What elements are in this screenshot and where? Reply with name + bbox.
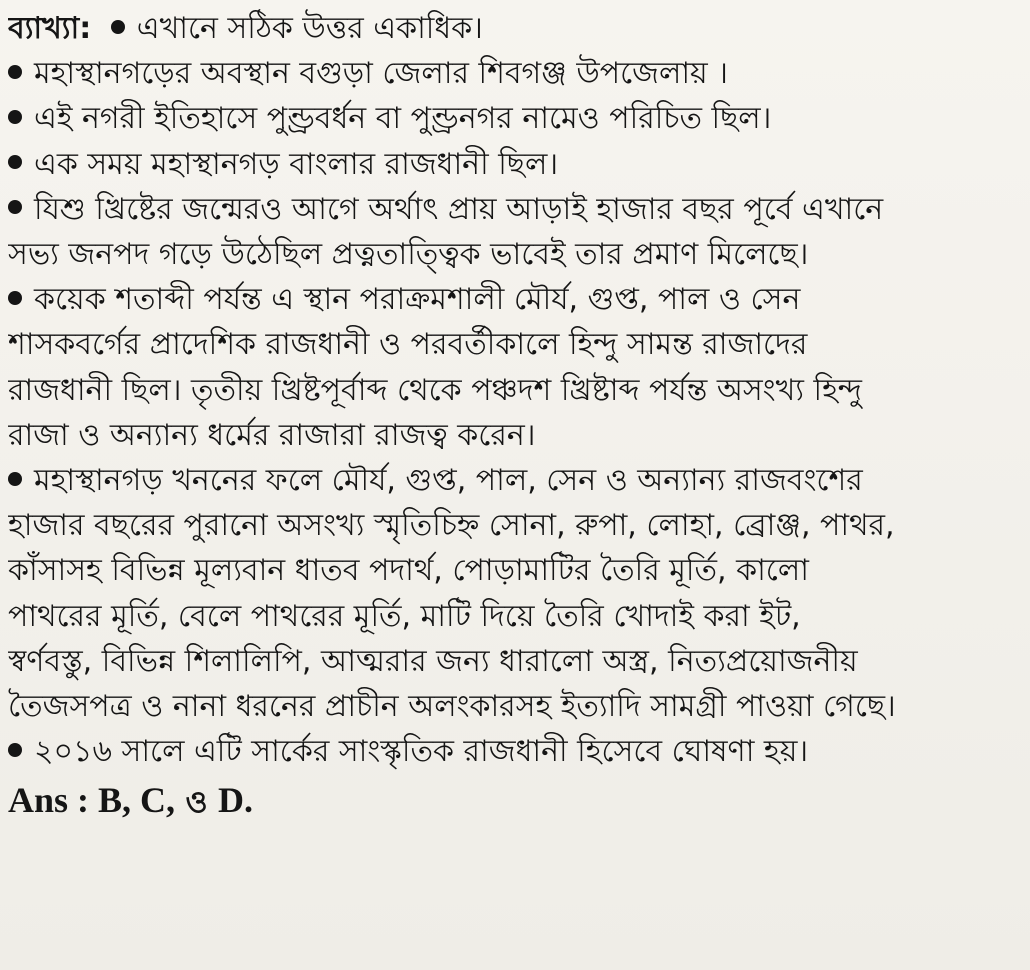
list-item-text: স্বর্ণবস্তু, বিভিন্ন শিলালিপি, আত্মরার জন্য ধারালো অস্ত্র, নিত্যপ্রয়োজনীয় [8, 643, 858, 679]
list-item [8, 51, 1018, 96]
bullet-icon [8, 110, 22, 124]
list-item-text: রাজধানী ছিল। তৃতীয় খ্রিষ্টপূর্বাব্দ থেকে পঞ্চদশ খ্রিষ্টাব্দ পর্যন্ত অসংখ্য হিন্দু [8, 372, 862, 408]
bullet-icon [8, 291, 22, 305]
list-item [8, 142, 1018, 187]
list-item [8, 187, 1018, 232]
list-item-continuation [8, 684, 1018, 729]
list-item-continuation [8, 639, 1018, 684]
list-item-continuation [8, 503, 1018, 548]
list-item-text: সভ্য জনপদ গড়ে উঠেছিল প্রত্নতাত্ত্বিক ভাবেই তার প্রমাণ মিলেছে। [8, 237, 809, 273]
answer-choices: B, C, [98, 780, 176, 821]
list-item-continuation [8, 322, 1018, 367]
list-item-text: পাথরের মূর্তি, বেলে পাথরের মূর্তি, মাটি দিয়ে তৈরি খোদাই করা ইট, [8, 598, 801, 634]
answer-conjunction: ও [175, 785, 219, 821]
list-item-text: যিশু খ্রিষ্টের জন্মেরও আগে অর্থাৎ প্রায় আড়াই হাজার বছর পূর্বে এখানে [34, 191, 884, 227]
list-item [8, 458, 1018, 503]
list-item-text: হাজার বছরের পুরানো অসংখ্য স্মৃতিচিহ্ন সোনা, রুপা, লোহা, ব্রোঞ্জ, পাথর, [8, 508, 895, 544]
bullet-icon [8, 155, 22, 169]
list-item-text: কাঁসাসহ বিভিন্ন মূল্যবান ধাতব পদার্থ, পোড়ামাটির তৈরি মূর্তি, কালো [8, 553, 809, 589]
bullet-icon [8, 65, 22, 79]
explanation-intro: এখানে সঠিক উত্তর একাধিক। [136, 11, 483, 46]
list-item-continuation [8, 413, 1018, 458]
explanation-label: ব্যাখ্যা: [8, 11, 92, 46]
list-item-text: এই নগরী ইতিহাসে পুণ্ড্রবর্ধন বা পুণ্ড্রনগর নামেও পরিচিত ছিল। [34, 101, 772, 137]
list-item [8, 96, 1018, 141]
list-item [8, 729, 1018, 774]
bullet-icon [111, 20, 125, 34]
bullet-icon [8, 200, 22, 214]
list-item-text: এক সময় মহাস্থানগড় বাংলার রাজধানী ছিল। [34, 146, 559, 182]
list-item-continuation [8, 548, 1018, 593]
list-item-text: ২০১৬ সালে এটি সার্কের সাংস্কৃতিক রাজধানী হিসেবে ঘোষণা হয়। [34, 734, 809, 770]
list-item-text: মহাস্থানগড়ের অবস্থান বগুড়া জেলার শিবগঞ্জ উপজেলায় । [34, 56, 728, 92]
answer-line [8, 776, 1018, 827]
list-item [8, 277, 1018, 322]
list-item-continuation [8, 594, 1018, 639]
answer-prefix: Ans : [8, 780, 99, 821]
list-item-text: মহাস্থানগড় খননের ফলে মৌর্য, গুপ্ত, পাল, সেন ও অন্যান্য রাজবংশের [34, 463, 863, 499]
list-item-text: কয়েক শতাব্দী পর্যন্ত এ স্থান পরাক্রমশালী মৌর্য, গুপ্ত, পাল ও সেন [34, 282, 801, 318]
answer-last-choice: D. [218, 780, 254, 821]
bullet-icon [8, 472, 22, 486]
list-item-continuation [8, 368, 1018, 413]
list-item-text: তৈজসপত্র ও নানা ধরনের প্রাচীন অলংকারসহ ইত্যাদি সামগ্রী পাওয়া গেছে। [8, 689, 896, 725]
explanation-heading [8, 6, 1018, 51]
bullet-icon [8, 743, 22, 757]
list-item-text: শাসকবর্গের প্রাদেশিক রাজধানী ও পরবর্তীকালে হিন্দু সামন্ত রাজাদের [8, 327, 808, 363]
list-item-text: রাজা ও অন্যান্য ধর্মের রাজারা রাজত্ব করেন। [8, 417, 536, 453]
list-item-continuation [8, 232, 1018, 277]
